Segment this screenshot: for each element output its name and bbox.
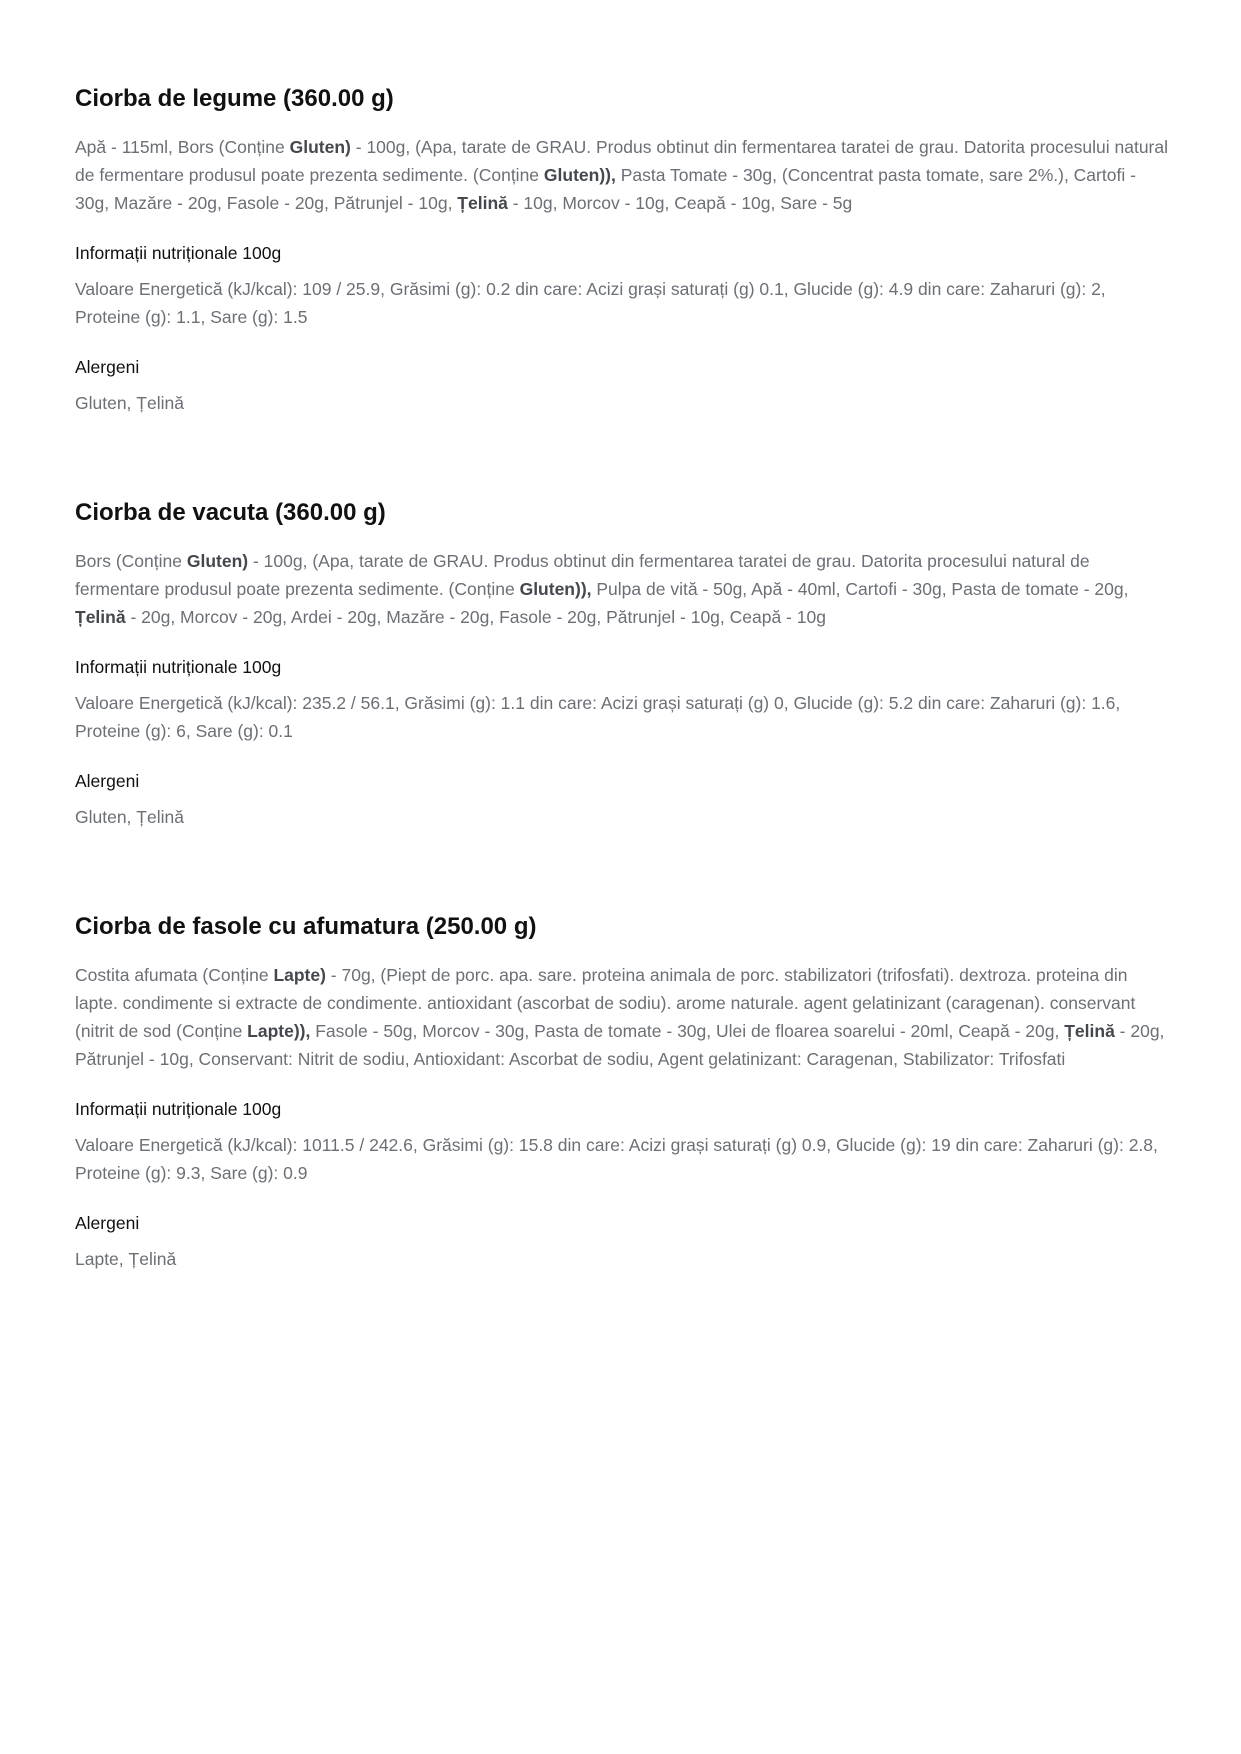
product-card bbox=[75, 83, 1170, 417]
ingredients-text bbox=[75, 547, 1170, 631]
allergens-label: Alergeni bbox=[75, 771, 140, 791]
allergen-highlight: Gluten)), bbox=[519, 579, 592, 599]
allergens-text: Lapte, Țelină bbox=[75, 1249, 177, 1269]
allergen-highlight: Țelină bbox=[457, 193, 508, 213]
ingredient-run: Apă - 115ml, Bors (Conține bbox=[75, 137, 290, 157]
allergen-highlight: Țelină bbox=[75, 607, 126, 627]
nutrition-label: Informații nutriționale 100g bbox=[75, 243, 282, 263]
ingredient-run: Pulpa de vită - 50g, Apă - 40ml, Cartofi - 30g, Pasta de tomate - 20g, bbox=[591, 579, 1129, 599]
product-card bbox=[75, 911, 1170, 1273]
nutrition-label: Informații nutriționale 100g bbox=[75, 657, 282, 677]
allergen-highlight: Țelină bbox=[1064, 1021, 1115, 1041]
ingredients-text bbox=[75, 961, 1170, 1073]
ingredient-run: Pasta Tomate - 30g, (Concentrat pasta tomate, sare 2%.), Cartofi - 30g, Mazăre - 20g, Fasole - 20g, Pătrunjel - 10g, bbox=[75, 165, 1136, 213]
allergen-highlight: Lapte) bbox=[273, 965, 326, 985]
allergens-label: Alergeni bbox=[75, 1213, 140, 1233]
ingredient-run: - 100g, (Apa, tarate de GRAU. Produs obtinut din fermentarea taratei de grau. Datorita procesului natural de fermentare produsul poate prezenta sedimente. (Conține bbox=[75, 137, 1169, 185]
nutrition-label: Informații nutriționale 100g bbox=[75, 1099, 282, 1119]
allergens-text: Gluten, Țelină bbox=[75, 807, 184, 827]
product-title: Ciorba de vacuta (360.00 g) bbox=[75, 499, 386, 526]
product-title: Ciorba de legume (360.00 g) bbox=[75, 85, 394, 112]
allergen-highlight: Lapte)), bbox=[247, 1021, 311, 1041]
ingredient-run: - 20g, Pătrunjel - 10g, Conservant: Nitrit de sodiu, Antioxidant: Ascorbat de sodiu, Agent gelatinizant: Caragenan, Stabilizator: Trifosfati bbox=[75, 1021, 1165, 1069]
product-card bbox=[75, 497, 1170, 831]
ingredient-run: Fasole - 50g, Morcov - 30g, Pasta de tomate - 30g, Ulei de floarea soarelui - 20ml, Ceapă - 20g, bbox=[310, 1021, 1065, 1041]
nutrition-text: Valoare Energetică (kJ/kcal): 235.2 / 56.1, Grăsimi (g): 1.1 din care: Acizi grași saturați (g) 0, Glucide (g): 5.2 din care: Zaharuri (g): 1.6, Proteine (g): 6, Sare (g): 0.1 bbox=[75, 693, 1121, 741]
ingredient-run: - 10g, Morcov - 10g, Ceapă - 10g, Sare - 5g bbox=[507, 193, 853, 213]
ingredient-run: - 20g, Morcov - 20g, Ardei - 20g, Mazăre - 20g, Fasole - 20g, Pătrunjel - 10g, Ceapă - 10g bbox=[125, 607, 826, 627]
nutrition-text: Valoare Energetică (kJ/kcal): 1011.5 / 242.6, Grăsimi (g): 15.8 din care: Acizi grași saturați (g) 0.9, Glucide (g): 19 din care: Zaharuri (g): 2.8, Proteine (g): 9.3, Sare (g): 0.9 bbox=[75, 1135, 1158, 1183]
allergens-text: Gluten, Țelină bbox=[75, 393, 184, 413]
allergen-highlight: Gluten) bbox=[186, 551, 249, 571]
ingredient-run: - 100g, (Apa, tarate de GRAU. Produs obtinut din fermentarea taratei de grau. Datorita procesului natural de fermentare produsul poate prezenta sedimente. (Conține bbox=[75, 551, 1090, 599]
ingredient-run: Costita afumata (Conține bbox=[75, 965, 274, 985]
allergen-highlight: Gluten) bbox=[289, 137, 351, 157]
product-title: Ciorba de fasole cu afumatura (250.00 g) bbox=[75, 913, 537, 940]
ingredient-run: - 70g, (Piept de porc. apa. sare. proteina animala de porc. stabilizatori (trifosfati). dextroza. proteina din lapte. condimente si extracte de condimente. antioxidant (ascorbat de sodiu). arome naturale. agent gelatinizant (caragenan). conservant (nitrit de sod (Conține bbox=[75, 965, 1136, 1041]
ingredient-run: Bors (Conține bbox=[75, 551, 187, 571]
nutrition-text: Valoare Energetică (kJ/kcal): 109 / 25.9, Grăsimi (g): 0.2 din care: Acizi grași saturați (g) 0.1, Glucide (g): 4.9 din care: Zaharuri (g): 2, Proteine (g): 1.1, Sare (g): 1.5 bbox=[75, 279, 1106, 327]
ingredients-text bbox=[75, 133, 1170, 217]
allergens-label: Alergeni bbox=[75, 357, 140, 377]
allergen-highlight: Gluten)), bbox=[543, 165, 616, 185]
